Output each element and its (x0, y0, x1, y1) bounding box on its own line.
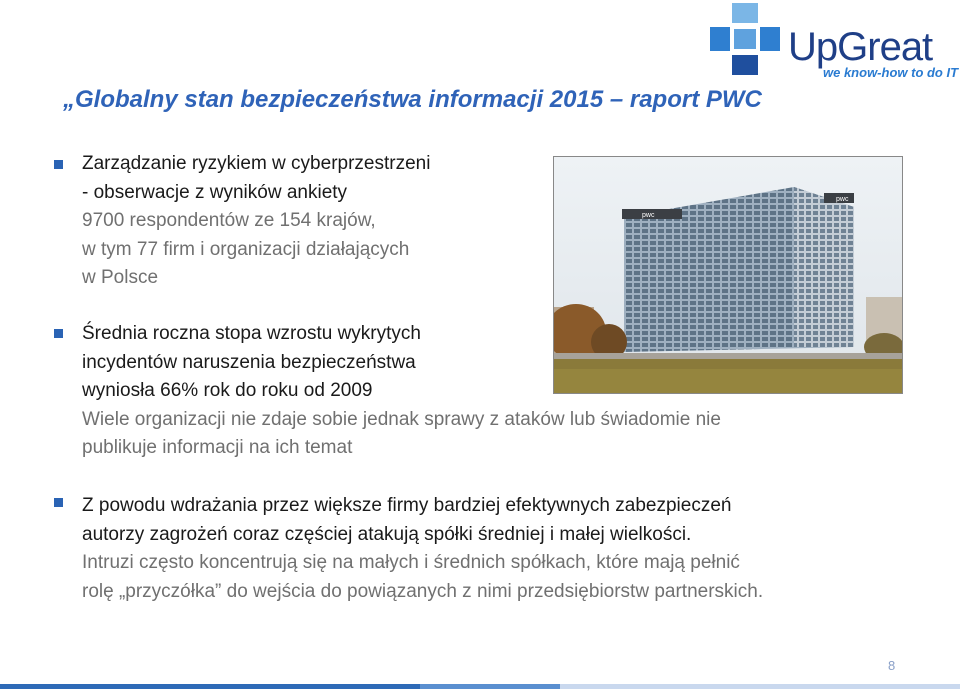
bullet-1-line-5: w Polsce (82, 267, 159, 288)
bullet-1-line-1: Zarządzanie ryzykiem w cyberprzestrzeni (82, 153, 431, 174)
logo-cross-icon (710, 3, 780, 75)
bullet-marker-2 (54, 329, 63, 338)
bullet-3-line-3: Intruzi często koncentrują się na małych i średnich spółkach, które mają pełnić (82, 552, 740, 573)
bullet-2-line-5: publikuje informacji na ich temat (82, 437, 353, 458)
bullet-1-line-3: 9700 respondentów ze 154 krajów, (82, 210, 376, 231)
photo-sign-left: pwc (642, 212, 655, 219)
bullet-3-line-2: autorzy zagrożeń coraz częściej atakują spółki średniej i małej wielkości. (82, 523, 692, 545)
bullet-2-line-4: Wiele organizacji nie zdaje sobie jednak sprawy z ataków lub świadomie nie (82, 408, 721, 430)
bullet-3-line-4: rolę „przyczółka” do wejścia do powiązanych z nimi przedsiębiorstw partnerskich. (82, 580, 764, 602)
bullet-3-text (82, 492, 763, 606)
bullet-2-line-3: wyniosła 66% rok do roku od 2009 (82, 380, 373, 401)
upgreat-logo (710, 3, 959, 88)
photo-sign-right: pwc (836, 196, 849, 203)
bullet-1-line-4: w tym 77 firm i organizacji działających (82, 238, 410, 260)
bullet-marker-1 (54, 160, 63, 169)
page-number: 8 (888, 658, 896, 673)
bullet-1-text (82, 150, 430, 293)
footer-bar-segment-dark (0, 684, 420, 689)
footer-bar-segment-mid (420, 684, 560, 689)
bullet-3-line-1: Z powodu wdrażania przez większe firmy bardziej efektywnych zabezpieczeń (82, 495, 732, 516)
logo-brand-name: UpGreat (788, 25, 933, 69)
bullet-2-text (82, 320, 721, 463)
bullet-1-line-2: - obserwacje z wyników ankiety (82, 181, 348, 203)
bullet-marker-3 (54, 498, 63, 507)
footer-bar-segment-light (560, 684, 960, 689)
bullet-2-line-1: Średnia roczna stopa wzrostu wykrytych (82, 323, 421, 344)
footer-bar (0, 684, 960, 696)
slide-title: „Globalny stan bezpieczeństwa informacji 2015 – raport PWC (63, 86, 762, 113)
bullet-2-line-2: incydentów naruszenia bezpieczeństwa (82, 351, 416, 373)
logo-tagline: we know-how to do IT (823, 65, 959, 80)
